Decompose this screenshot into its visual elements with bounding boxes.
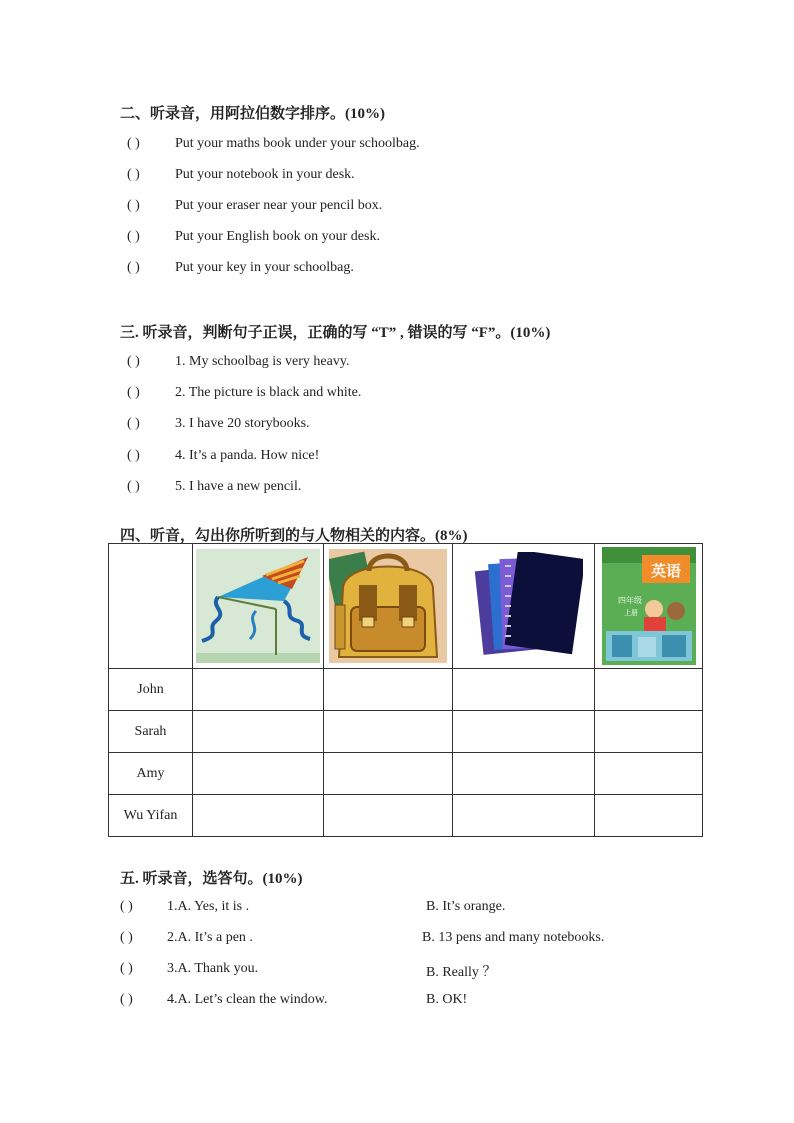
- notebooks-picture: [453, 544, 595, 669]
- answer-blank[interactable]: ( ): [120, 899, 133, 914]
- table-row: [109, 711, 703, 753]
- answer-blank[interactable]: ( ): [120, 961, 133, 976]
- section-3-heading: 三. 听录音，判断句子正误，正确的写 “T” , 错误的写 “F”。(10%): [120, 325, 551, 341]
- tick-cell[interactable]: [453, 711, 595, 753]
- tick-cell[interactable]: [324, 753, 453, 795]
- answer-blank[interactable]: ( ): [127, 260, 140, 275]
- answer-blank[interactable]: ( ): [127, 416, 140, 431]
- table-row: [109, 753, 703, 795]
- section-5-heading: 五. 听录音，选答句。(10%): [120, 871, 303, 887]
- item-text: 4. It’s a panda. How nice!: [175, 448, 320, 463]
- item-text: 5. I have a new pencil.: [175, 479, 302, 494]
- tick-cell[interactable]: [453, 753, 595, 795]
- option-b: B. 13 pens and many notebooks.: [422, 930, 605, 945]
- name-cell: Wu Yifan: [109, 795, 193, 837]
- empty-corner-cell: [109, 544, 193, 669]
- option-a: 2.A. It’s a pen .: [167, 930, 253, 945]
- option-a: 3.A. Thank you.: [167, 961, 259, 976]
- name-cell: Sarah: [109, 711, 193, 753]
- table-header-row: [109, 544, 703, 669]
- item-text: Put your English book on your desk.: [175, 229, 380, 244]
- item-text: Put your maths book under your schoolbag.: [175, 136, 420, 151]
- book-title: 英语: [650, 562, 681, 580]
- tick-cell[interactable]: [324, 711, 453, 753]
- name-cell: Amy: [109, 753, 193, 795]
- option-a: 1.A. Yes, it is .: [167, 899, 250, 914]
- section-4-heading: 四、听音，勾出你所听到的与人物相关的内容。(8%): [120, 528, 468, 544]
- tick-cell[interactable]: [595, 795, 703, 837]
- tick-table: [108, 543, 703, 837]
- answer-blank[interactable]: ( ): [127, 448, 140, 463]
- tick-cell[interactable]: [595, 753, 703, 795]
- tick-cell[interactable]: [193, 711, 324, 753]
- table-row: [109, 669, 703, 711]
- item-text: Put your eraser near your pencil box.: [175, 198, 383, 213]
- answer-blank[interactable]: ( ): [127, 229, 140, 244]
- answer-blank[interactable]: ( ): [127, 198, 140, 213]
- option-a: 4.A. Let’s clean the window.: [167, 992, 328, 1007]
- answer-blank[interactable]: ( ): [127, 136, 140, 151]
- tick-cell[interactable]: [193, 795, 324, 837]
- book-volume: 上册: [623, 609, 638, 617]
- tick-cell[interactable]: [595, 711, 703, 753]
- answer-blank[interactable]: ( ): [120, 930, 133, 945]
- section-2-heading: 二、听录音，用阿拉伯数字排序。(10%): [120, 106, 385, 122]
- item-text: Put your key in your schoolbag.: [175, 260, 354, 275]
- table-row: [109, 795, 703, 837]
- answer-blank[interactable]: ( ): [127, 167, 140, 182]
- option-b: B. OK!: [426, 992, 468, 1007]
- kite-picture: [193, 544, 324, 669]
- tick-cell[interactable]: [193, 669, 324, 711]
- tick-cell[interactable]: [595, 669, 703, 711]
- english-book-picture: [595, 544, 703, 669]
- option-b: B. It’s orange.: [426, 899, 506, 914]
- tick-cell[interactable]: [324, 669, 453, 711]
- tick-cell[interactable]: [324, 795, 453, 837]
- item-text: 1. My schoolbag is very heavy.: [175, 354, 350, 369]
- item-text: 2. The picture is black and white.: [175, 385, 362, 400]
- tick-cell[interactable]: [453, 669, 595, 711]
- answer-blank[interactable]: ( ): [127, 354, 140, 369]
- answer-blank[interactable]: ( ): [127, 385, 140, 400]
- name-cell: John: [109, 669, 193, 711]
- answer-blank[interactable]: ( ): [120, 992, 133, 1007]
- option-b: B. Really ？: [426, 965, 497, 980]
- book-grade: 四年级: [617, 596, 642, 605]
- schoolbag-picture: [324, 544, 453, 669]
- answer-blank[interactable]: ( ): [127, 479, 140, 494]
- item-text: 3. I have 20 storybooks.: [175, 416, 310, 431]
- tick-cell[interactable]: [193, 753, 324, 795]
- tick-cell[interactable]: [453, 795, 595, 837]
- item-text: Put your notebook in your desk.: [175, 167, 355, 182]
